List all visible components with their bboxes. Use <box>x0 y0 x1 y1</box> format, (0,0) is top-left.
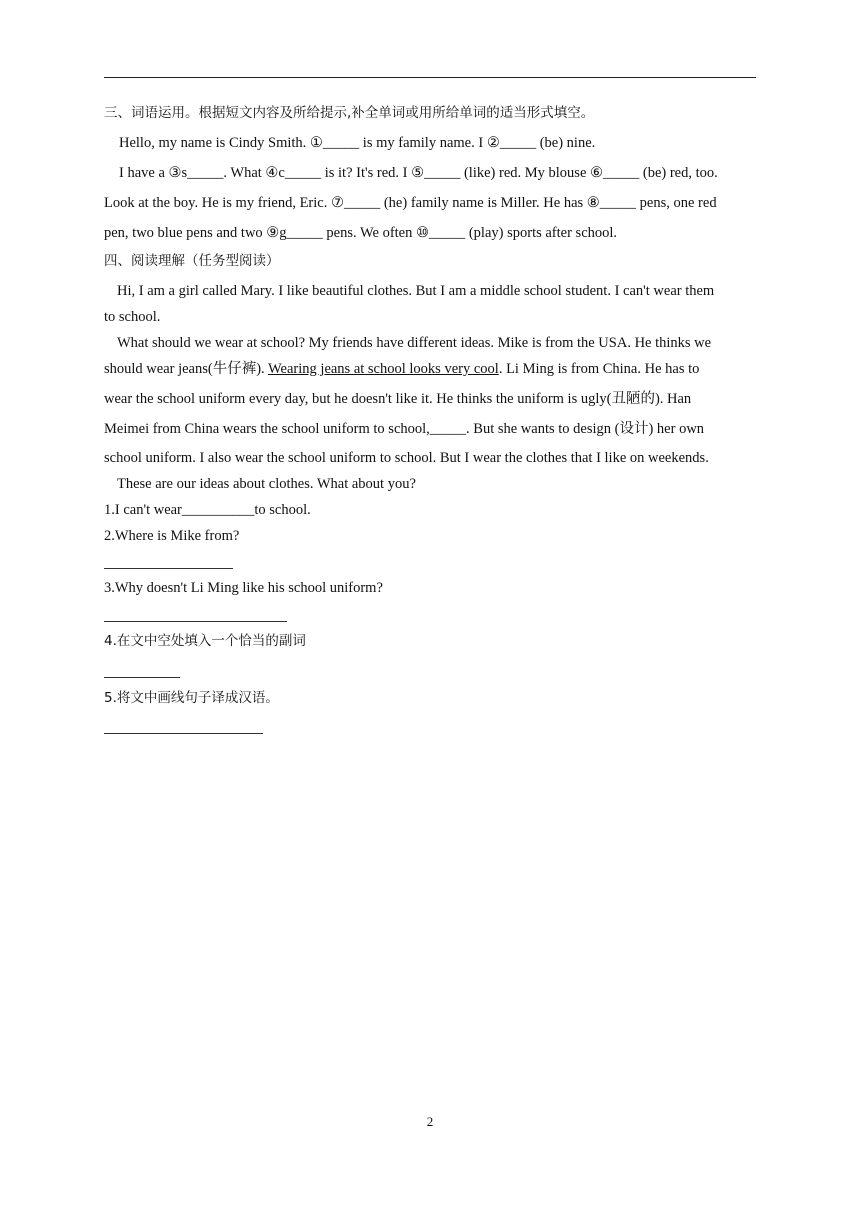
answer-line-2 <box>104 568 233 569</box>
section3-line-2: I have a ③s_____. What ④c_____ is it? It's red. I ⑤_____ (like) red. My blouse ⑥_____ (be) red, too. <box>119 165 718 181</box>
question-1: 1.I can't wear__________to school. <box>104 502 311 518</box>
section3-line-1: Hello, my name is Cindy Smith. ①_____ is my family name. I ②_____ (be) nine. <box>119 135 596 151</box>
passage-line: to school. <box>104 309 161 325</box>
header-rule <box>104 77 756 78</box>
page-number: 2 <box>426 1114 434 1129</box>
question-3: 3.Why doesn't Li Ming like his school uniform? <box>104 580 383 596</box>
passage-line <box>104 360 699 378</box>
passage-line: What should we wear at school? My friends have different ideas. Mike is from the USA. He thinks we <box>117 335 712 351</box>
passage-line: These are our ideas about clothes. What about you? <box>117 476 416 492</box>
section3-heading: 三、词语运用。根据短文内容及所给提示,补全单词或用所给单词的适当形式填空。 <box>104 105 595 121</box>
answer-line-4 <box>104 677 180 678</box>
section3-line-4: pen, two blue pens and two ⑨g_____ pens. We often ⑩_____ (play) sports after school. <box>104 225 618 241</box>
answer-line-3 <box>104 621 287 622</box>
passage-line: Hi, I am a girl called Mary. I like beautiful clothes. But I am a middle school student. I can't wear them <box>117 283 715 299</box>
question-5: 5.将文中画线句子译成汉语。 <box>104 690 279 706</box>
passage-text: should wear jeans(牛仔裤). <box>104 361 269 377</box>
passage-text: . Li Ming is from China. He has to <box>498 361 700 377</box>
underlined-sentence: Wearing jeans at school looks very cool <box>268 361 499 377</box>
passage-line: wear the school uniform every day, but he doesn't like it. He thinks the uniform is ugly(丑陋的). Han <box>104 391 692 407</box>
answer-line-5 <box>104 733 263 734</box>
question-2: 2.Where is Mike from? <box>104 528 240 544</box>
question-4: 4.在文中空处填入一个恰当的副词 <box>104 633 306 649</box>
passage-line: Meimei from China wears the school uniform to school,_____. But she wants to design (设计) her own <box>104 421 705 437</box>
passage-line: school uniform. I also wear the school uniform to school. But I wear the clothes that I like on weekends. <box>104 450 709 466</box>
section3-line-3: Look at the boy. He is my friend, Eric. ⑦_____ (he) family name is Miller. He has ⑧_____ pens, one red <box>104 195 717 211</box>
section4-heading: 四、阅读理解（任务型阅读） <box>104 253 280 269</box>
